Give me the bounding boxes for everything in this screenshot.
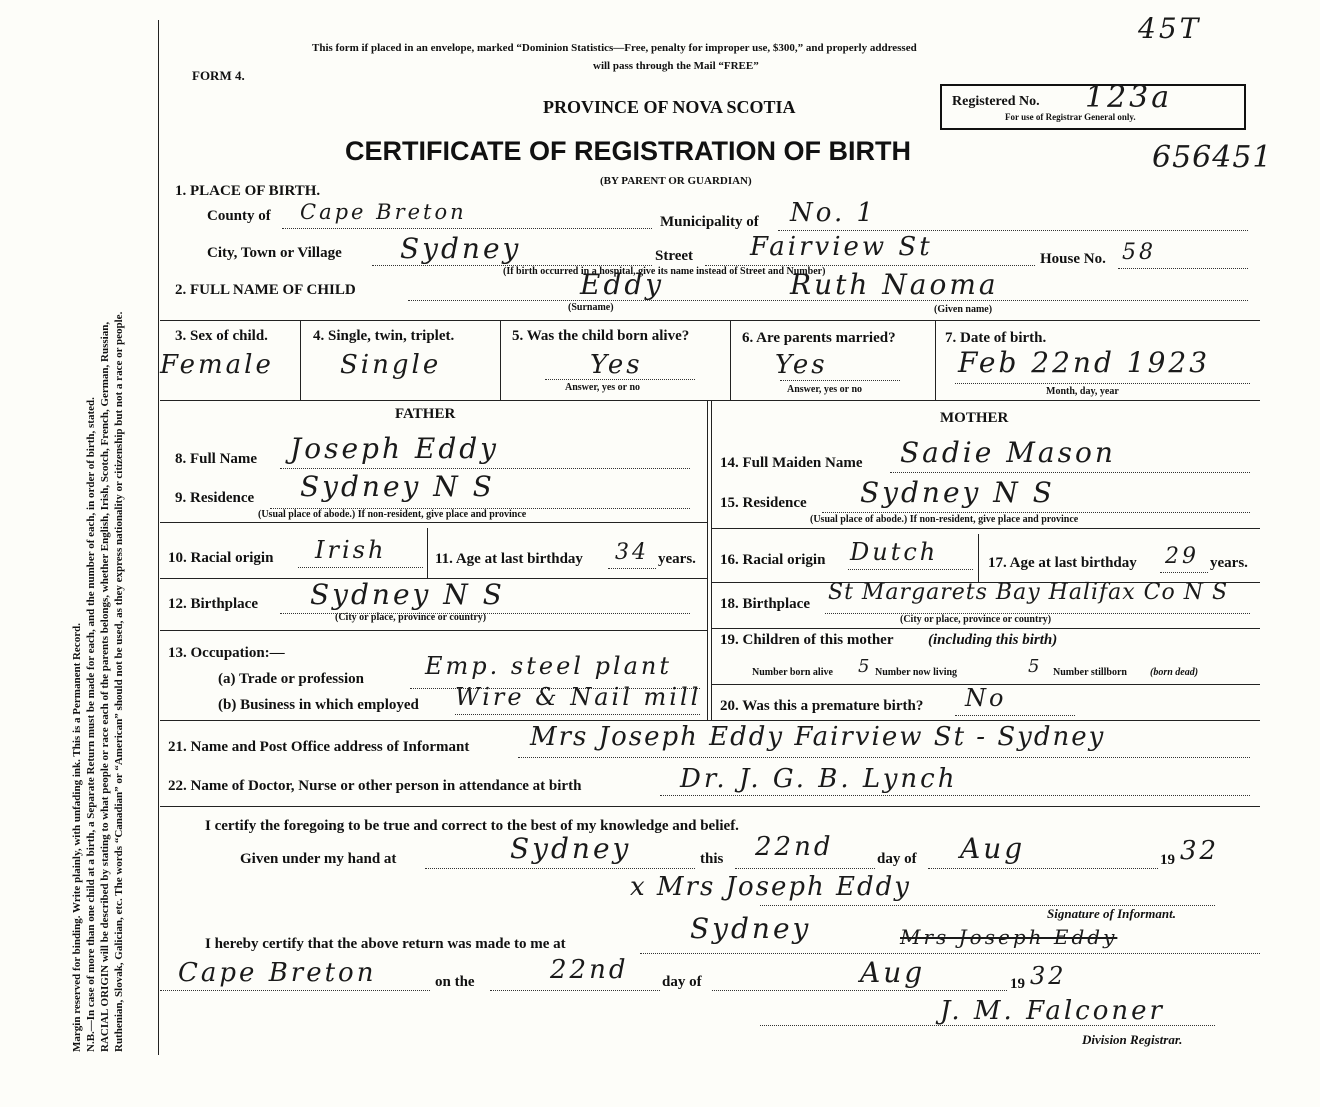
place-of-birth-label: 1. PLACE OF BIRTH. [175,183,321,199]
child-name-label: 2. FULL NAME OF CHILD [175,282,356,298]
premature-label: 20. Was this a premature birth? [720,698,924,714]
informant-signature: x Mrs Joseph Eddy [630,872,911,902]
date-of-birth-label: 7. Date of birth. [945,330,1047,346]
registered-label: Registered No. [952,94,1040,109]
street-label: Street [655,248,694,264]
father-age-label: 11. Age at last birthday [435,551,583,567]
city-value: Sydney [400,232,522,265]
father-residence-value: Sydney N S [300,470,495,503]
born-alive-note: Answer, yes or no [565,382,641,393]
form-number: FORM 4. [192,68,245,83]
father-occupation-label: 13. Occupation:— [168,645,285,661]
envelope-note-1: This form if placed in an envelope, marked “Dominion Statistics—Free, penalty for improper use, $300,” and properly addressed [312,42,917,54]
county-value: Cape Breton [300,200,467,224]
binding-margin-line [158,20,159,1055]
envelope-note-2: will pass through the Mail “FREE” [593,60,759,72]
registrar-place-value: Sydney [690,912,812,945]
child-surname-value: Eddy [580,268,665,301]
mother-age-unit: years. [1210,555,1248,571]
born-alive-label: 5. Was the child born alive? [512,328,690,344]
now-living-label: Number now living [875,667,958,678]
province-heading: PROVINCE OF NOVA SCOTIA [543,97,796,117]
document-title: CERTIFICATE OF REGISTRATION OF BIRTH [345,136,911,166]
margin-notes [70,12,126,1052]
stillborn-note: (born dead) [1150,667,1199,678]
this-label: this [700,851,724,867]
margin-note-2: N.B.—In case of more than one child at a birth, a Separate Return must be made for each, and the number of each, in order of birth, stated. [85,397,97,1052]
plurality-value: Single [340,350,442,380]
county-label: County of [207,208,271,224]
father-trade-label: (a) Trade or profession [218,671,364,687]
registrar-certify-text: I hereby certify that the above return was made to me at [205,936,566,952]
father-heading: FATHER [395,406,456,422]
corner-number: 45T [1138,12,1202,45]
margin-note-1: Margin reserved for binding. Write plainly, with unfading ink. This is a Permanent Record. [71,623,83,1052]
born-alive-count-value: 5 [858,656,873,677]
registrar-signature: J. M. Falconer [940,996,1165,1026]
mother-name-value: Sadie Mason [900,436,1116,469]
doctor-value: Dr. J. G. B. Lynch [680,764,958,794]
mother-racial-label: 16. Racial origin [720,552,826,568]
mother-children-label: 19. Children of this mother [720,632,894,648]
hospital-note: (If birth occurred in a hospital, give its name instead of Street and Number) [503,266,826,277]
sex-value: Female [160,350,274,380]
informant-label: 21. Name and Post Office address of Informant [168,739,470,755]
father-business-label: (b) Business in which employed [218,697,419,713]
parents-married-note: Answer, yes or no [787,384,863,395]
date-of-birth-value: Feb 22nd 1923 [958,346,1211,379]
municipality-label: Municipality of [660,214,759,230]
father-age-value: 34 [615,540,649,565]
certification-day-value: 22nd [755,832,834,862]
house-label: House No. [1040,251,1106,267]
premature-value: No [965,684,1007,712]
now-living-value: 5 [1028,656,1043,677]
registrar-struck-value: Mrs Joseph Eddy [900,925,1118,949]
doctor-label: 22. Name of Doctor, Nurse or other person in attendance at birth [168,778,582,794]
mother-residence-note: (Usual place of abode.) If non-resident, give place and province [810,514,1079,525]
registrar-month-value: Aug [860,956,926,989]
father-residence-note: (Usual place of abode.) If non-resident, give place and province [258,509,527,520]
mother-birthplace-label: 18. Birthplace [720,596,810,612]
informant-signature-label: Signature of Informant. [1047,906,1176,921]
plurality-label: 4. Single, twin, triplet. [313,328,455,344]
margin-note-4: Ruthenian, Slovak, Galician, etc. The words “Canadian” or “American” should not be used, as they express nationality or citizenship but not a race or people. [113,311,125,1052]
father-name-label: 8. Full Name [175,451,258,467]
municipality-value: No. 1 [790,198,877,228]
born-alive-value: Yes [590,350,643,380]
registrar-county-value: Cape Breton [178,958,377,988]
given-place-value: Sydney [510,832,632,865]
mother-residence-value: Sydney N S [860,476,1055,509]
street-value: Fairview St [750,232,933,262]
mother-heading: MOTHER [940,410,1009,426]
mother-age-label: 17. Age at last birthday [988,555,1137,571]
father-name-value: Joseph Eddy [290,432,499,465]
certification-day-label: day of [877,851,917,867]
side-number: 656451 [1152,140,1273,175]
registrar-day-value: 22nd [550,955,629,985]
born-alive-count-label: Number born alive [752,667,833,678]
certification-month-value: Aug [960,832,1026,865]
father-age-unit: years. [658,551,696,567]
document-subtitle: (BY PARENT OR GUARDIAN) [600,175,752,187]
registrar-day-label: day of [662,974,702,990]
registered-value: 123a [1085,80,1173,115]
certification-year-prefix: 19 [1160,852,1175,868]
mother-name-label: 14. Full Maiden Name [720,455,863,471]
certify-text: I certify the foregoing to be true and correct to the best of my knowledge and belief. [205,818,739,834]
father-birthplace-note: (City or place, province or country) [335,612,487,623]
house-value: 58 [1122,240,1156,265]
registrar-signature-label: Division Registrar. [1082,1032,1183,1047]
registered-note: For use of Registrar General only. [1005,112,1136,122]
father-birthplace-value: Sydney N S [310,578,505,611]
margin-note-3: RACIAL ORIGIN will be described by stating to what people or race each of the parents belongs, whether English, Irish, Scotch, French, German, Russian, [99,321,111,1052]
father-birthplace-label: 12. Birthplace [168,596,258,612]
child-given-value: Ruth Naoma [790,268,999,301]
date-of-birth-note: Month, day, year [1046,386,1119,397]
certification-year-value: 32 [1180,836,1220,866]
mother-racial-value: Dutch [850,538,939,566]
registrar-year-value: 32 [1030,962,1067,990]
registrar-on-label: on the [435,974,475,990]
mother-birthplace-note: (City or place, province or country) [900,614,1052,625]
father-business-value: Wire & Nail mill [455,683,702,711]
parents-married-value: Yes [775,350,828,380]
father-racial-value: Irish [315,536,387,564]
given-name-note: (Given name) [934,304,993,315]
informant-value: Mrs Joseph Eddy Fairview St - Sydney [530,722,1106,752]
father-trade-value: Emp. steel plant [425,652,673,680]
city-label: City, Town or Village [207,245,342,261]
surname-note: (Surname) [568,302,614,313]
stillborn-label: Number stillborn [1053,667,1127,678]
mother-age-value: 29 [1165,544,1199,569]
parents-married-label: 6. Are parents married? [742,330,896,346]
given-under-label: Given under my hand at [240,851,397,867]
mother-children-note: (including this birth) [928,632,1058,648]
registrar-year-prefix: 19 [1010,976,1025,992]
father-residence-label: 9. Residence [175,490,255,506]
mother-birthplace-value: St Margarets Bay Halifax Co N S [828,580,1229,605]
mother-residence-label: 15. Residence [720,495,807,511]
sex-label: 3. Sex of child. [175,328,268,344]
father-racial-label: 10. Racial origin [168,550,274,566]
